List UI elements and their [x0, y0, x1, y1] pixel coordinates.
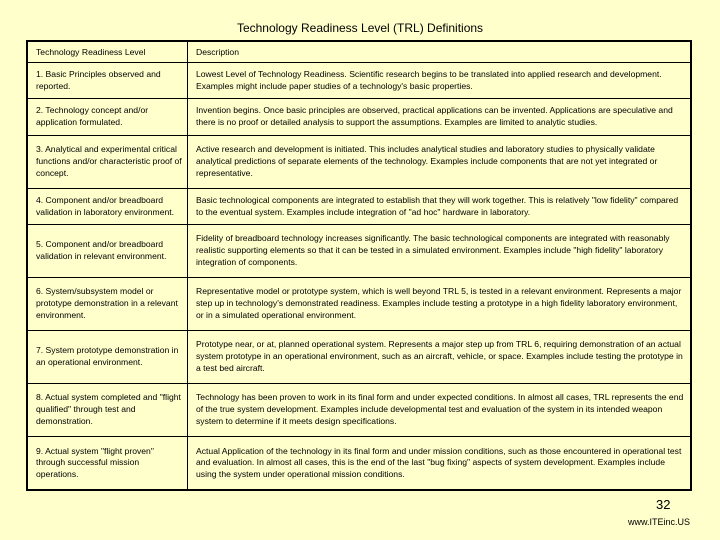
page-title: Technology Readiness Level (TRL) Definitions: [236, 21, 484, 35]
page-number: 32: [656, 497, 671, 512]
table-row: [27, 135, 691, 188]
trl-description-cell: Invention begins. Once basic principles are observed, practical applications can be invented. Applications are speculative and there is no proof or detailed analysis to support the assumptions. Examples are limited to analytic studies.: [188, 99, 692, 135]
trl-level-cell: 8. Actual system completed and "flight qualified" through test and demonstration.: [27, 383, 188, 436]
trl-description-cell: Technology has been proven to work in its final form and under expected conditions. In almost all cases, TRL represents the end of the true system development. Examples include developmental test and evaluation of the system in its intended weapon system to determine if it meets design specifications.: [188, 383, 692, 436]
trl-description-cell: Lowest Level of Technology Readiness. Scientific research begins to be translated into applied research and development. Examples might include paper studies of a technology's basic properties.: [188, 63, 692, 99]
trl-description-cell: Prototype near, or at, planned operational system. Represents a major step up from TRL 6, requiring demonstration of an actual system prototype in an operational environment, such as an aircraft, vehicle, or space. Examples include testing the prototype in a test bed aircraft.: [188, 330, 692, 383]
trl-level-cell: 3. Analytical and experimental critical functions and/or characteristic proof of concept.: [27, 135, 188, 188]
table-row: [27, 224, 691, 277]
trl-definitions-table: [26, 40, 692, 491]
table-row: [27, 277, 691, 330]
trl-description-cell: Fidelity of breadboard technology increases significantly. The basic technological components are integrated with reasonably realistic supporting elements so that it can be tested in a simulated environment. Examples include "high fidelity" laboratory integration of components.: [188, 224, 692, 277]
table-row: [27, 188, 691, 224]
trl-level-cell: 2. Technology concept and/or application formulated.: [27, 99, 188, 135]
trl-level-cell: 9. Actual system "flight proven" through successful mission operations.: [27, 436, 188, 490]
trl-level-cell: 6. System/subsystem model or prototype demonstration in a relevant environment.: [27, 277, 188, 330]
table-row: [27, 63, 691, 99]
trl-level-cell: 1. Basic Principles observed and reported.: [27, 63, 188, 99]
table-row: [27, 436, 691, 490]
trl-level-cell: 5. Component and/or breadboard validation in relevant environment.: [27, 224, 188, 277]
table-row: [27, 330, 691, 383]
trl-description-cell: Basic technological components are integrated to establish that they will work together. This is relatively "low fidelity" compared to the eventual system. Examples include integration of "ad hoc" hardware in laboratory.: [188, 188, 692, 224]
table-row: [27, 383, 691, 436]
header-level: Technology Readiness Level: [27, 41, 188, 63]
trl-level-cell: 4. Component and/or breadboard validation in laboratory environment.: [27, 188, 188, 224]
trl-description-cell: Active research and development is initiated. This includes analytical studies and laboratory studies to physically validate analytical predictions of separate elements of the technology. Examples include components that are not yet integrated or representative.: [188, 135, 692, 188]
header-description: Description: [188, 41, 692, 63]
trl-description-cell: Actual Application of the technology in its final form and under mission conditions, such as those encountered in operational test and evaluation. In almost all cases, this is the end of the last "bug fixing" aspects of system development. Examples include using the system under operational mission conditions.: [188, 436, 692, 490]
trl-level-cell: 7. System prototype demonstration in an operational environment.: [27, 330, 188, 383]
trl-description-cell: Representative model or prototype system, which is well beyond TRL 5, is tested in a relevant environment. Represents a major step up in technology's demonstrated readiness. Examples include testing a prototype in a high fidelity laboratory environment, or in a simulated operational environment.: [188, 277, 692, 330]
table-row: [27, 99, 691, 135]
table-header-row: [27, 41, 691, 63]
website-url: www.ITEinc.US: [627, 517, 690, 527]
